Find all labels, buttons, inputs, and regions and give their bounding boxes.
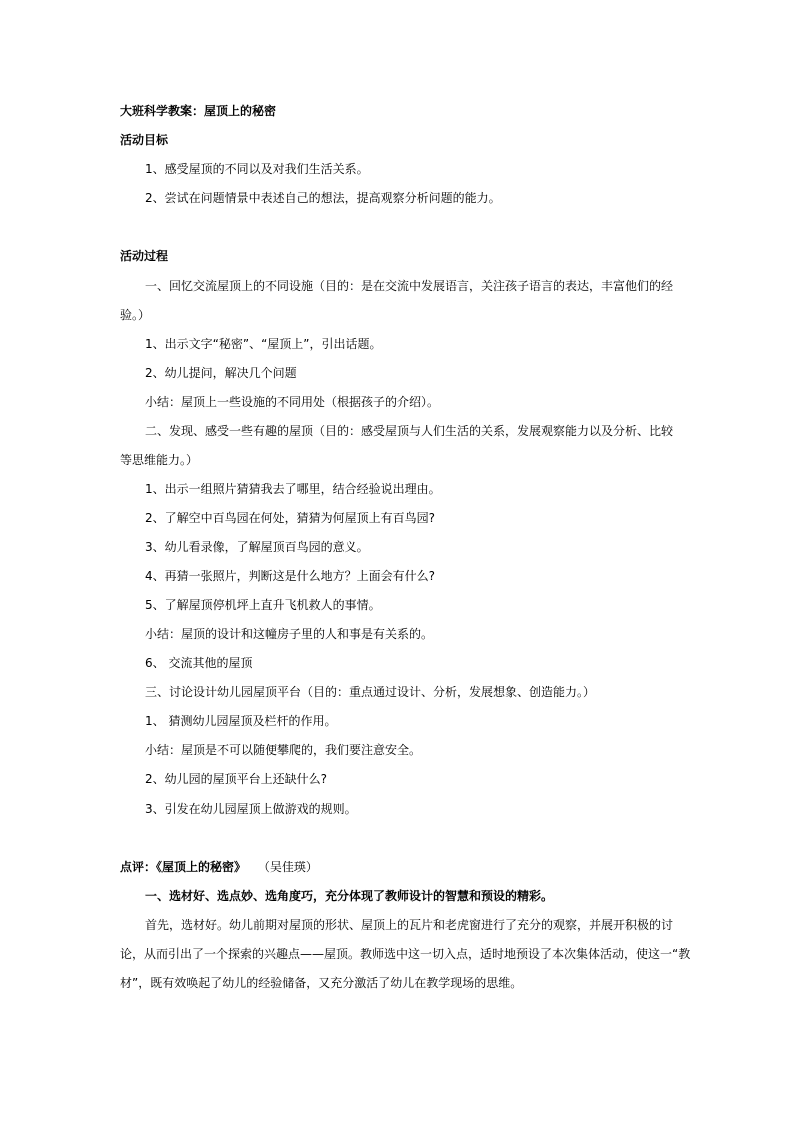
review-author: （吴佳瑛）: [257, 860, 318, 874]
goal-item: 2、尝试在问题情景中表述自己的想法，提高观察分析问题的能力。: [145, 191, 501, 205]
process-item: 1、出示一组照片猜猜我去了哪里，结合经验说出理由。: [145, 482, 441, 496]
review-heading: 点评：《屋顶上的秘密》: [120, 860, 247, 874]
process-part1-line1: 一、回忆交流屋顶上的不同设施（目的：是在交流中发展语言，关注孩子语言的表达，丰富他们的经: [145, 279, 674, 293]
review-paragraph-line: 首先，选材好。幼儿前期对屋顶的形状、屋顶上的瓦片和老虎窗进行了充分的观察，并展开积极的讨: [145, 918, 674, 932]
goal-item: 1、感受屋顶的不同以及对我们生活关系。: [145, 162, 369, 176]
process-part2-line2: 等思维能力。）: [120, 453, 199, 467]
review-heading-line: [120, 860, 680, 874]
process-part1-line2: 验。）: [120, 308, 151, 322]
process-part3-line1: 三、讨论设计幼儿园屋顶平台（目的：重点通过设计、分析，发展想象、创造能力。）: [145, 685, 596, 699]
process-item: 1、出示文字“秘密”、“屋顶上”，引出话题。: [145, 337, 382, 351]
process-item: 3、引发在幼儿园屋顶上做游戏的规则。: [145, 802, 357, 816]
review-paragraph-line: 论，从而引出了一个探索的兴趣点——屋顶。教师选中这一切入点，适时地预设了本次集体活动，使这一“教: [120, 947, 691, 961]
process-summary: 小结：屋顶是不可以随便攀爬的，我们要注意安全。: [145, 743, 422, 757]
process-summary: 小结：屋顶的设计和这幢房子里的人和事是有关系的。: [145, 627, 434, 641]
goals-heading: 活动目标: [120, 133, 169, 147]
process-item: 6、 交流其他的屋顶: [145, 656, 253, 670]
process-item: 5、了解屋顶停机坪上直升飞机救人的事情。: [145, 598, 381, 612]
process-part2-line1: 二、发现、感受一些有趣的屋顶（目的：感受屋顶与人们生活的关系，发展观察能力以及分析、比较: [145, 424, 674, 438]
process-item: 4、再猜一张照片，判断这是什么地方？上面会有什么?: [145, 569, 436, 583]
process-item: 2、了解空中百鸟园在何处，猜猜为何屋顶上有百鸟园?: [145, 511, 436, 525]
review-subheading: 一、选材好、选点妙、选角度巧，充分体现了教师设计的智慧和预设的精彩。: [145, 889, 554, 903]
process-heading: 活动过程: [120, 249, 169, 263]
process-item: 2、幼儿园的屋顶平台上还缺什么?: [145, 772, 328, 786]
process-summary: 小结：屋顶上一些设施的不同用处（根据孩子的介绍）。: [145, 395, 440, 409]
process-item: 1、 猜测幼儿园屋顶及栏杆的作用。: [145, 714, 337, 728]
review-paragraph-line: 材”，既有效唤起了幼儿的经验储备，又充分激活了幼儿在教学现场的思维。: [120, 976, 523, 990]
document-title: 大班科学教案：屋顶上的秘密: [120, 104, 277, 118]
process-item: 3、幼儿看录像，了解屋顶百鸟园的意义。: [145, 540, 369, 554]
process-item: 2、幼儿提问，解决几个问题: [145, 366, 297, 380]
